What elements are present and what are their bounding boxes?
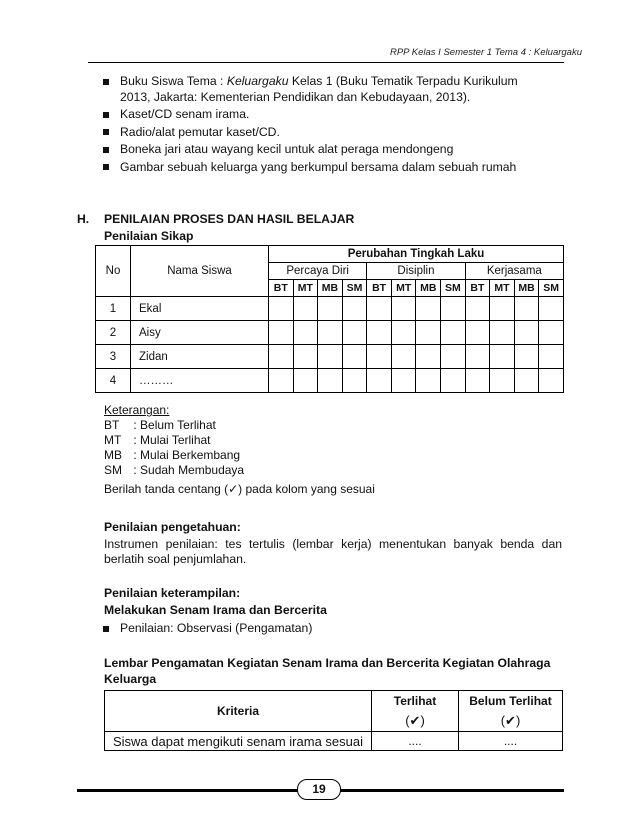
student-name: ………: [131, 369, 269, 393]
table-row: [96, 297, 564, 321]
check-cell[interactable]: [367, 369, 392, 393]
table-row: [96, 321, 564, 345]
check-cell[interactable]: [539, 369, 564, 393]
check-cell[interactable]: [391, 297, 416, 321]
check-cell[interactable]: [269, 369, 294, 393]
check-cell[interactable]: [342, 369, 367, 393]
criteria-cell: Siswa dapat mengikuti senam irama sesuai: [105, 732, 372, 751]
check-cell[interactable]: [441, 345, 466, 369]
check-cell[interactable]: [416, 297, 441, 321]
square-bullet-icon: [103, 147, 109, 153]
keterampilan-subheading: Melakukan Senam Irama dan Bercerita: [104, 603, 327, 617]
pengetahuan-heading: Penilaian pengetahuan:: [104, 520, 241, 534]
check-cell[interactable]: [269, 321, 294, 345]
aspect-header: Disiplin: [367, 263, 465, 280]
level-header: MT: [490, 280, 515, 297]
col-header-group: Perubahan Tingkah Laku: [269, 246, 564, 263]
check-cell[interactable]: [465, 297, 490, 321]
legend-item: MB : Mulai Berkembang: [104, 448, 241, 462]
check-cell[interactable]: [416, 369, 441, 393]
level-header: MB: [318, 280, 343, 297]
check-cell[interactable]: [367, 345, 392, 369]
check-cell[interactable]: [465, 345, 490, 369]
row-no: 4: [96, 369, 131, 393]
legend-item: BT : Belum Terlihat: [104, 418, 216, 432]
square-bullet-icon: [103, 164, 109, 170]
check-cell[interactable]: [441, 297, 466, 321]
check-cell[interactable]: [416, 321, 441, 345]
row-no: 1: [96, 297, 131, 321]
value-cell: ....: [372, 732, 459, 751]
level-header: SM: [441, 280, 466, 297]
list-item: Buku Siswa Tema : Keluargaku Kelas 1 (Buku Tematik Terpadu Kurikulum 2013, Jakarta: Kementerian Pendidikan dan Kebudayaan, 2013).: [98, 74, 568, 105]
header-rule: [88, 62, 564, 63]
check-cell[interactable]: [367, 297, 392, 321]
check-cell[interactable]: [391, 345, 416, 369]
keterampilan-list: [98, 621, 538, 637]
col-header-name: Nama Siswa: [131, 246, 269, 297]
check-cell[interactable]: [441, 369, 466, 393]
check-cell[interactable]: [465, 321, 490, 345]
check-cell[interactable]: [514, 297, 539, 321]
level-header: MB: [514, 280, 539, 297]
check-cell[interactable]: [514, 321, 539, 345]
check-cell[interactable]: [465, 369, 490, 393]
table-row: [96, 369, 564, 393]
level-header: MT: [293, 280, 318, 297]
list-item: Boneka jari atau wayang kecil untuk alat peraga mendongeng: [98, 142, 568, 158]
page-number: 19: [297, 779, 341, 800]
materials-list: [98, 74, 568, 175]
legend: [104, 403, 375, 497]
check-cell[interactable]: [269, 297, 294, 321]
checkmark-icon: (✔): [405, 712, 425, 728]
aspect-header: Kerjasama: [465, 263, 563, 280]
section-title: PENILAIAN PROSES DAN HASIL BELAJAR: [104, 212, 355, 226]
legend-item: SM : Sudah Membudaya: [104, 463, 245, 477]
legend-item: MT : Mulai Terlihat: [104, 433, 211, 447]
check-cell[interactable]: [293, 321, 318, 345]
square-bullet-icon: [103, 79, 109, 85]
col-header-belum-terlihat: Belum Terlihat (✔): [459, 691, 563, 732]
keterampilan-heading: Penilaian keterampilan:: [104, 586, 241, 600]
check-cell[interactable]: [490, 345, 515, 369]
level-header: SM: [539, 280, 564, 297]
instruction-text: Berilah tanda centang (✓) pada kolom yang sesuai: [104, 482, 375, 496]
observation-title: Lembar Pengamatan Kegiatan Senam Irama dan Bercerita Kegiatan Olahraga Keluarga: [104, 656, 551, 686]
check-cell[interactable]: [342, 321, 367, 345]
check-cell[interactable]: [269, 345, 294, 369]
check-cell[interactable]: [318, 369, 343, 393]
check-cell[interactable]: [342, 345, 367, 369]
running-header: RPP Kelas I Semester 1 Tema 4 : Keluargaku: [389, 47, 582, 58]
square-bullet-icon: [103, 626, 109, 632]
list-item: Kaset/CD senam irama.: [98, 107, 568, 123]
check-cell[interactable]: [416, 345, 441, 369]
square-bullet-icon: [103, 129, 109, 135]
table-row: [96, 345, 564, 369]
list-item: Gambar sebuah keluarga yang berkumpul bersama dalam sebuah rumah: [98, 160, 568, 176]
sikap-heading: Penilaian Sikap: [104, 229, 194, 243]
student-name: Zidan: [131, 345, 269, 369]
list-item: Penilaian: Observasi (Pengamatan): [98, 621, 538, 637]
legend-title: Keterangan:: [104, 403, 170, 417]
level-header: MT: [391, 280, 416, 297]
check-cell[interactable]: [367, 321, 392, 345]
col-header-no: No: [96, 246, 131, 297]
row-no: 2: [96, 321, 131, 345]
col-header-terlihat: Terlihat (✔): [372, 691, 459, 732]
check-cell[interactable]: [293, 369, 318, 393]
check-cell[interactable]: [490, 369, 515, 393]
check-cell[interactable]: [391, 369, 416, 393]
level-header: BT: [367, 280, 392, 297]
observation-table: [104, 690, 563, 751]
row-no: 3: [96, 345, 131, 369]
level-header: MB: [416, 280, 441, 297]
section-letter: H.: [77, 212, 90, 226]
check-cell[interactable]: [539, 345, 564, 369]
check-cell[interactable]: [490, 297, 515, 321]
check-cell[interactable]: [318, 321, 343, 345]
check-cell[interactable]: [318, 297, 343, 321]
book-title: Keluargaku: [226, 74, 289, 88]
square-bullet-icon: [103, 112, 109, 118]
level-header: BT: [465, 280, 490, 297]
check-cell[interactable]: [318, 345, 343, 369]
student-name: Aisy: [131, 321, 269, 345]
checkmark-icon: (✔): [500, 712, 521, 728]
level-header: BT: [269, 280, 294, 297]
student-name: Ekal: [131, 297, 269, 321]
check-cell[interactable]: [514, 345, 539, 369]
check-cell[interactable]: [391, 321, 416, 345]
col-header-kriteria: Kriteria: [105, 691, 372, 732]
list-item: Radio/alat pemutar kaset/CD.: [98, 125, 568, 141]
check-cell[interactable]: [539, 297, 564, 321]
check-cell[interactable]: [441, 321, 466, 345]
check-cell[interactable]: [342, 297, 367, 321]
value-cell: ....: [459, 732, 563, 751]
pengetahuan-text: Instrumen penilaian: tes tertulis (lembar kerja) menentukan banyak benda dan berlatih soal penjumlahan.: [104, 537, 562, 566]
check-cell[interactable]: [539, 321, 564, 345]
sikap-table: [95, 245, 564, 393]
check-cell[interactable]: [490, 321, 515, 345]
check-cell[interactable]: [514, 369, 539, 393]
check-cell[interactable]: [293, 297, 318, 321]
aspect-header: Percaya Diri: [269, 263, 367, 280]
level-header: SM: [342, 280, 367, 297]
check-cell[interactable]: [293, 345, 318, 369]
